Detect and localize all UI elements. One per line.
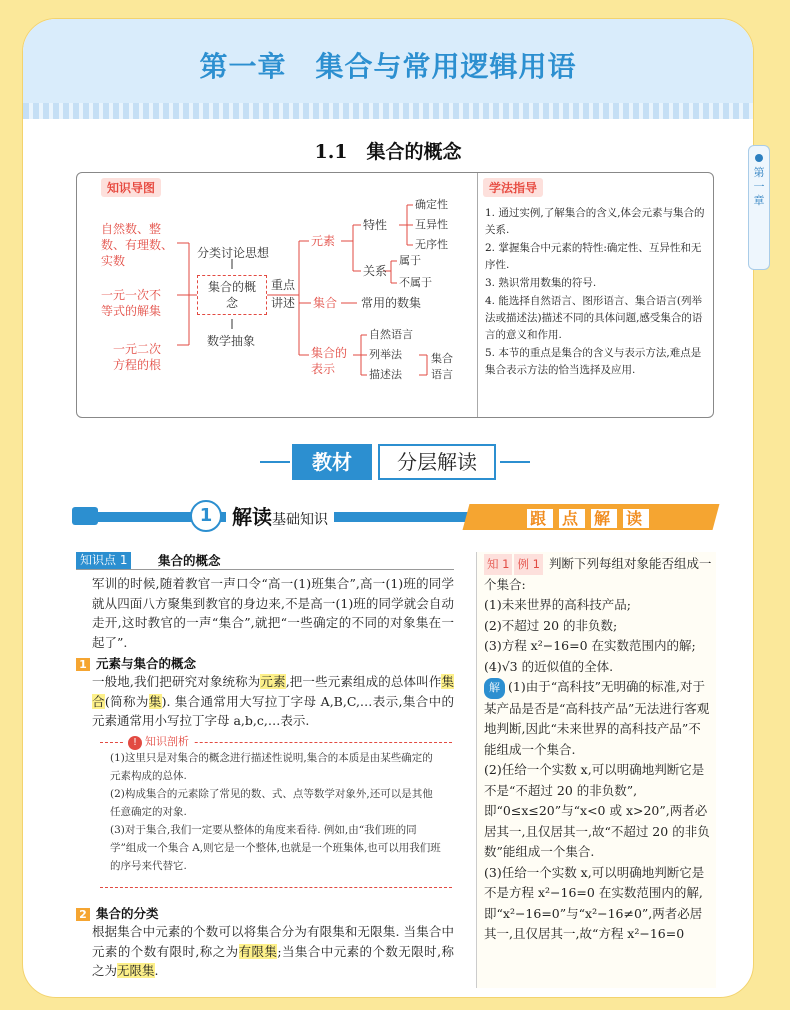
knowledge-point-header [76, 552, 454, 570]
mm-repr-3: 描述法 [369, 368, 402, 381]
mm-trait-2: 互异性 [415, 218, 448, 231]
mm-relation: 关系 [363, 264, 388, 278]
chapter-side-tab[interactable] [748, 145, 770, 270]
intro-paragraph: 军训的时候,随着教官一声口令“高一(1)班集合”,高一(1)班的同学就从四面八方聚集到教官的身边来,不是高一(1)班的同学就会自动走开,这时教官的一声“集合”,就把“一些确定的不同的对象集在一起了”. [92, 576, 454, 650]
sub-heading-1: 1 元素与集合的概念 [76, 654, 196, 672]
mm-key-label-1: 重点 [271, 278, 296, 292]
exclamation-icon: ! [128, 736, 142, 750]
study-guide-list [485, 205, 709, 380]
tab-dot-icon [755, 154, 763, 162]
section-title: 1.1 集合的概念 [314, 141, 462, 163]
follow-label: 跟 点 解 读 [527, 506, 655, 529]
mm-trait-1: 确定性 [415, 198, 448, 211]
side-tab-label-3: 章 [753, 194, 765, 207]
knowledge-point-title: 集合的概念 [158, 553, 221, 568]
answer-3: (3)任给一个实数 x,可以明确地判断它是不是方程 x²−16=0 在实数范围内的解,即“x²−16=0”与“x²−16≠0”,两者必居其一,且仅居其一,故“方程 x²−16=0 [484, 864, 705, 941]
answer-2: (2)任给一个实数 x,可以明确地判断它是不是“不超过 20 的非负数”,即“0≤x≤20”与“x<0 或 x>20”,两者必居其一,且仅居其一,故“不超过 20 的非负数”能组成一个集合. [484, 762, 710, 859]
mm-trait: 特性 [363, 218, 388, 232]
study-guide-item: 5. 本节的重点是集合的含义与表示方法,难点是集合表示方法的恰当选择及应用. [485, 347, 702, 376]
banner-left: 教材 [292, 444, 372, 480]
knowledge-point-tag: 知识点 1 [76, 552, 131, 569]
example-item: (1)未来世界的高科技产品; [484, 597, 631, 612]
classification-paragraph: 根据集合中元素的个数可以将集合分为有限集和无限集. 当集合中元素的个数有限时,称之为有限集;当集合中元素的个数无限时,称之为无限集. [92, 924, 454, 978]
study-guide-item: 2. 掌握集合中元素的特性:确定性、互异性和无序性. [485, 242, 702, 271]
mm-branch-repr: 集合的表示 [311, 346, 348, 376]
analysis-text: (1)这里只是对集合的概念进行描述性说明,集合的本质是由某些确定的元素构成的总体. (2)构成集合的元素除了常见的数、式、点等数学对象外,还可以是其他任意确定的对象. (3)对于集合,我们一定要从整体的角度来看待. 例如,由“我们班的同学”组成一个集合 A,则它是一个整体,也就是一个班集体,也可以用我们班的序号来代替它. [110, 752, 441, 872]
level-number: 1 [190, 500, 222, 532]
analysis-tag: ! 知识剖析 [124, 733, 193, 750]
mm-left-2: 一元一次不 等式的解集 [101, 288, 162, 318]
mm-relation-2: 不属于 [399, 276, 432, 289]
mm-repr-1: 自然语言 [369, 328, 413, 341]
mm-branch-set: 集合 [313, 296, 338, 310]
mm-trait-3: 无序性 [415, 238, 448, 251]
mm-repr-lang: 集合语言 [431, 352, 453, 381]
mm-top-label: 分类讨论思想 [197, 246, 270, 260]
mm-left-1: 自然数、整 数、有理数、 实数 [101, 222, 174, 268]
analysis-note [100, 735, 452, 888]
mm-common-sets: 常用的数集 [361, 296, 422, 310]
knowledge-map-tag: 知识导图 [101, 178, 161, 197]
level-strip [72, 500, 722, 534]
example-question: 知 1 例 1 判断下列每组对象能否组成一个集合: [484, 556, 712, 592]
mm-key-label-2: 讲述 [271, 296, 296, 310]
knowledge-box [76, 172, 714, 418]
section-banner [230, 442, 560, 482]
mm-left-3: 一元二次 方程的根 [113, 342, 162, 372]
mm-repr-2: 列举法 [369, 348, 402, 361]
chapter-title: 第一章 集合与常用逻辑用语 [199, 50, 577, 83]
side-tab-label-2: 一 [753, 180, 765, 193]
banner-right: 分层解读 [378, 444, 496, 480]
example-item: (3)方程 x²−16=0 在实数范围内的解; [484, 638, 696, 653]
level-label: 解读基础知识 [226, 502, 334, 532]
sub-heading-2: 2 集合的分类 [76, 904, 159, 922]
study-guide-item: 4. 能选择自然语言、图形语言、集合语言(列举法或描述法)描述不同的具体问题,感受集合的语言的意义和作用. [485, 295, 703, 341]
element-definition: 一般地,我们把研究对象统称为元素,把一些元素组成的总体叫作集合(简称为集). 集合通常用大写拉丁字母 A,B,C,…表示,集合中的元素通常用小写拉丁字母 a,b,c,…表示. [92, 674, 454, 728]
answer-1: 解 (1)由于“高科技”无明确的标准,对于某产品是否是“高科技产品”无法进行客观地判断,因此“未来世界的高科技产品”不能组成一个集合. [484, 679, 710, 757]
knowledge-box-divider [477, 173, 478, 417]
study-guide-tag: 学法指导 [483, 178, 543, 197]
mm-center-box: 集合的概念 [197, 275, 267, 315]
example-item: (2)不超过 20 的非负数; [484, 617, 618, 633]
mm-branch-element: 元素 [311, 234, 336, 248]
mm-relation-1: 属于 [399, 254, 421, 267]
pen-icon [72, 507, 98, 525]
study-guide-item: 3. 熟识常用数集的符号. [485, 277, 597, 289]
side-tab-label-1: 第 [753, 166, 765, 179]
mm-bottom-label: 数学抽象 [207, 334, 256, 348]
study-guide-item: 1. 通过实例,了解集合的含义,体会元素与集合的关系. [485, 207, 705, 236]
example-text [484, 554, 712, 945]
example-item: (4)√3 的近似值的全体. [484, 658, 614, 674]
